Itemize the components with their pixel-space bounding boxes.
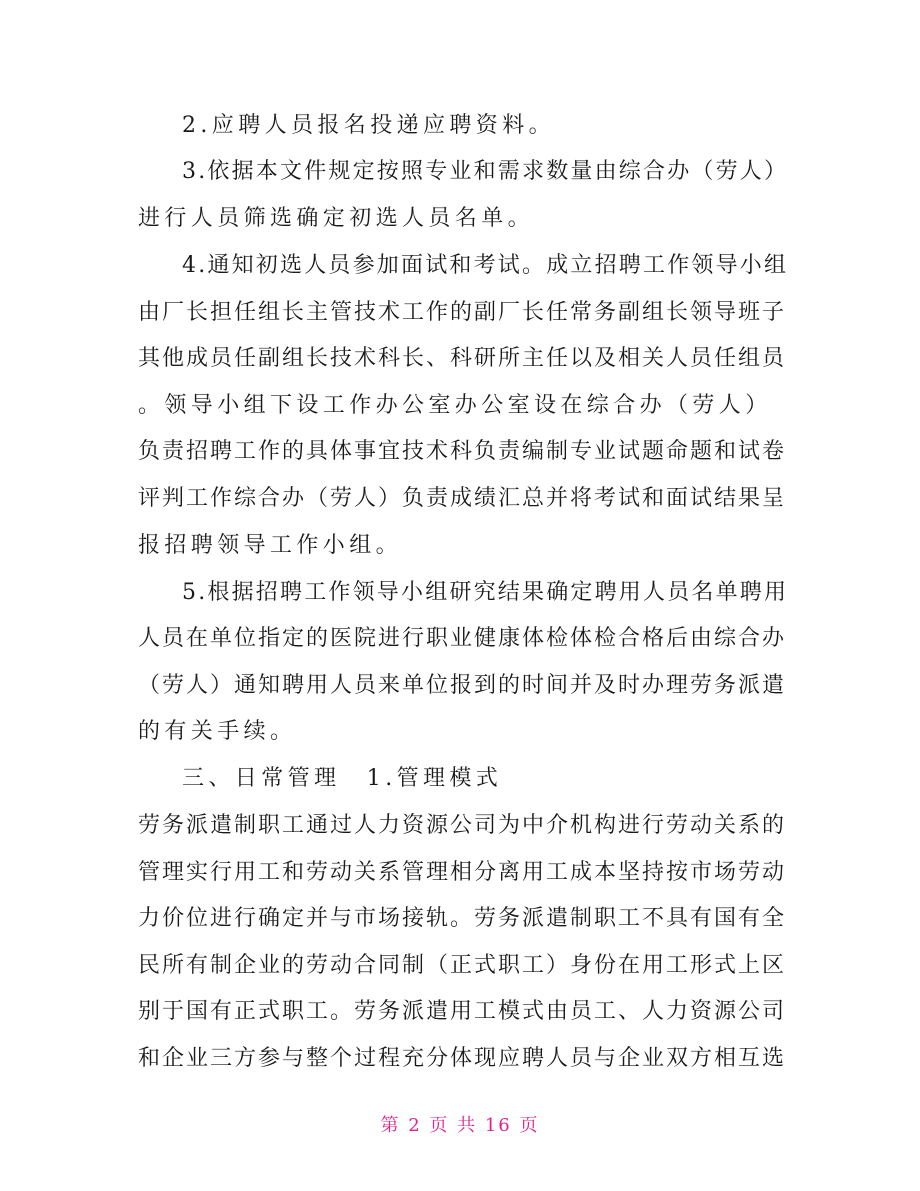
paragraph-line: 负责招聘工作的具体事宜技术科负责编制专业试题命题和试卷 [138, 439, 787, 464]
paragraph-line: 2.应聘人员报名投递应聘资料。 [182, 113, 555, 138]
paragraph-line: 进行人员筛选确定初选人员名单。 [138, 206, 535, 231]
paragraph-line: 其他成员任副组长技术科长、科研所主任以及相关人员任组员 [138, 346, 787, 371]
paragraph-line: 。领导小组下设工作办公室办公室设在综合办（劳人） [138, 393, 772, 418]
paragraph-line: 3.依据本文件规定按照专业和需求数量由综合办（劳人） [182, 159, 789, 184]
paragraph-line: 报招聘领导工作小组。 [138, 533, 403, 558]
paragraph-line: 劳务派遣制职工通过人力资源公司为中介机构进行劳动关系的 [138, 813, 787, 838]
paragraph-line: 管理实行用工和劳动关系管理相分离用工成本坚持按市场劳动 [138, 860, 787, 885]
paragraph-line: （劳人）通知聘用人员来单位报到的时间并及时办理劳务派遣 [138, 673, 787, 698]
paragraph-line: 5.根据招聘工作领导小组研究结果确定聘用人员名单聘用 [182, 580, 789, 605]
page-number-footer: 第 2 页 共 16 页 [380, 1115, 540, 1136]
paragraph-line: 和企业三方参与整个过程充分体现应聘人员与企业双方相互选 [138, 1046, 787, 1071]
paragraph-line: 民所有制企业的劳动合同制（正式职工）身份在用工形式上区 [138, 953, 787, 978]
paragraph-line: 评判工作综合办（劳人）负责成绩汇总并将考试和面试结果呈 [138, 486, 787, 511]
paragraph-line: 力价位进行确定并与市场接轨。劳务派遣制职工不具有国有全 [138, 906, 787, 931]
paragraph-line: 人员在单位指定的医院进行职业健康体检体检合格后由综合办 [138, 626, 787, 651]
paragraph-line: 由厂长担任组长主管技术工作的副厂长任常务副组长领导班子 [138, 300, 787, 325]
section-heading: 三、日常管理 1.管理模式 [182, 766, 503, 791]
paragraph-line: 别于国有正式职工。劳务派遣用工模式由员工、人力资源公司 [138, 999, 787, 1024]
paragraph-line: 4.通知初选人员参加面试和考试。成立招聘工作领导小组 [182, 253, 789, 278]
paragraph-line: 的有关手续。 [138, 719, 297, 744]
